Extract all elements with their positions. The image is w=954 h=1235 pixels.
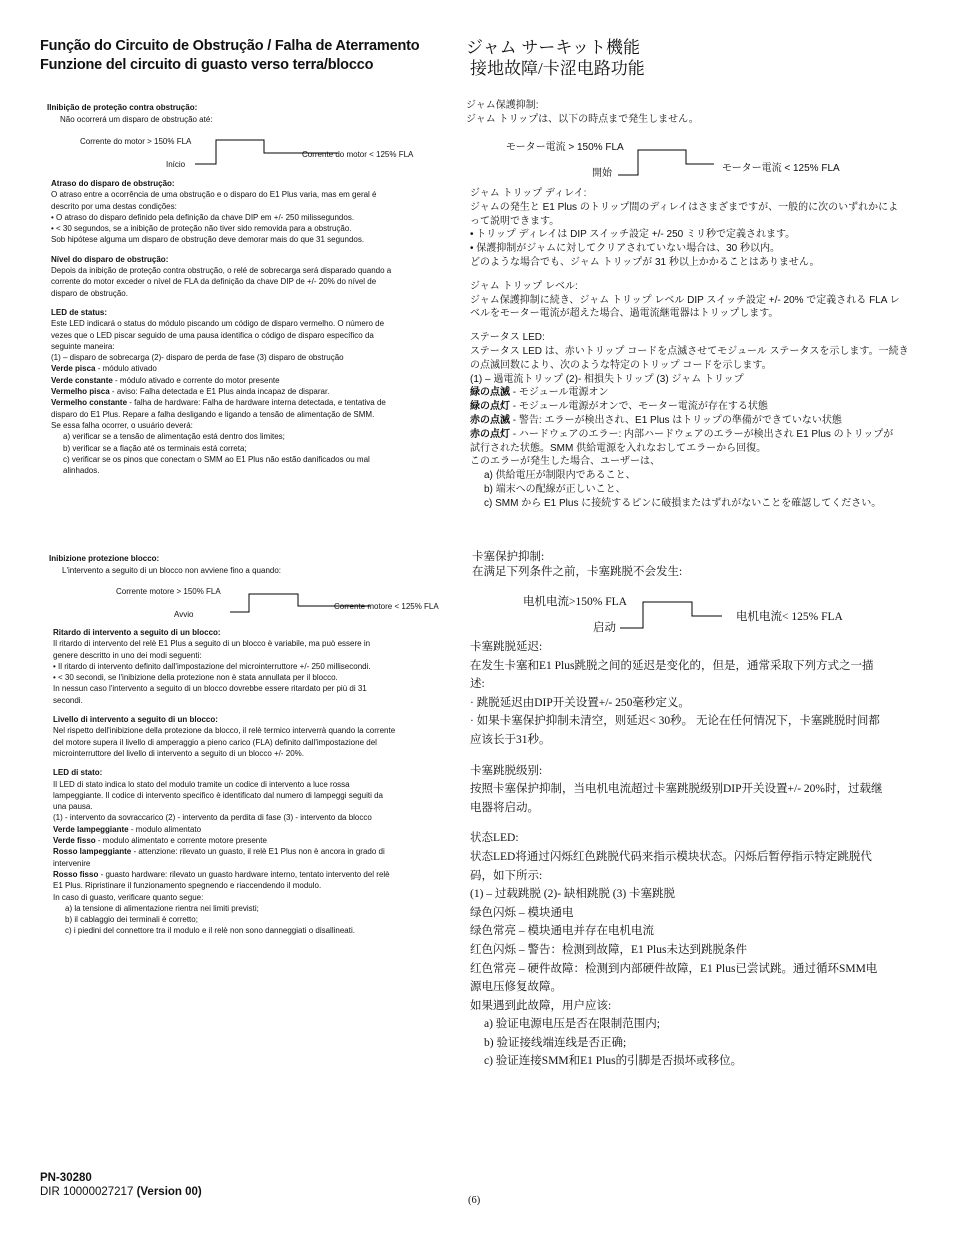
cn-inhib-title: 卡塞保护抑制: [472, 551, 545, 563]
dir-version: DIR 10000027217 (Version 00) [40, 1186, 202, 1198]
it-delay-line: • Il ritardo di intervento definito dall'impostazione del microinterruttore +/- 250 millisecondi. [53, 661, 371, 671]
jp-led-item: 緑の点灯 - モジュール電源がオンで、モーター電流が存在する状態 [470, 401, 768, 413]
pt-check-item: a) verificar se a tensão de alimentação está dentro dos limites; [63, 432, 285, 442]
jp-delay-line: ジャムの発生と E1 Plus のトリップ間のディレイはさまざまですが、一般的に次のいずれかによ [470, 201, 899, 213]
it-current-diagram [40, 580, 470, 625]
cn-led-title: 状态LED: [470, 832, 519, 845]
it-led-item: Rosso fisso - guasto hardware: rilevato un guasto hardware interno, tentato intervento del relè [53, 869, 390, 879]
cn-led-line: 绿色闪烁 – 模块通电 [470, 906, 574, 919]
pt-inhib-title: Ilnibição de proteção contra obstrução: [47, 103, 198, 112]
jp-delay-line: って説明できます。 [470, 215, 560, 227]
pt-led-title: LED de status: [51, 307, 108, 317]
pt-level-line: Depois da inibição de proteção contra obstrução, o relé de sobrecarga será disparado quando a [51, 266, 392, 276]
pt-delay-line: • O atraso do disparo definido pela definição da chave DIP em +/- 250 milissegundos. [51, 212, 355, 222]
it-led-line: E1 Plus. Ripristinare il funzionamento spegnendo e riaccendendo il modulo. [53, 881, 322, 891]
it-check-item: a) la tensione di alimentazione rientra nei limiti previsti; [65, 903, 259, 913]
cn-diagram-label-above: 电机电流>150% FLA [523, 596, 627, 608]
it-diagram-label-above: Corrente motore > 150% FLA [116, 587, 221, 596]
pt-led-item: Vermelho constante - falha de hardware: Falha de hardware interna detectada, e tentativa de [51, 398, 386, 408]
cn-led-line: (1) – 过载跳脱 (2)- 缺相跳脱 (3) 卡塞跳脱 [470, 888, 676, 901]
it-delay-line: In nessun caso l'intervento a seguito di un blocco dovrebbe essere ritardato per più di 31 [53, 684, 367, 694]
cn-delay-block [470, 638, 930, 1071]
pt-led-line: Se essa falha ocorrer, o usuário deverá: [51, 420, 193, 430]
it-led-line: intervenire [53, 858, 91, 868]
jp-led-line: (1) – 過電流トリップ (2)- 相損失トリップ (3) ジャム トリップ [470, 373, 744, 385]
pt-level-line: disparo de obstrução. [51, 288, 128, 298]
it-diagram-label-below: Corrente motore < 125% FLA [334, 602, 439, 611]
it-led-line: Il LED di stato indica lo stato del modulo tramite un codice di intervento a luce rossa [53, 779, 350, 789]
pt-led-line: vezes que o LED piscar seguido de uma pausa identifica o código de disparo específico da [51, 330, 374, 340]
cn-delay-line: 应该长于31秒。 [470, 733, 551, 746]
cn-delay-title: 卡塞跳脱延迟: [470, 641, 543, 653]
jp-led-item: 赤の点滅 - 警告: エラーが検出され、E1 Plus はトリップの準備ができていない状態 [470, 414, 842, 426]
cn-led-line: 码，如下所示: [470, 869, 543, 882]
it-level-title: Livello di intervento a seguito di un blocco: [53, 715, 218, 725]
jp-inhib-text: ジャム トリップは、以下の時点まで発生しません。 [466, 114, 699, 125]
cn-delay-line: 在发生卡塞和E1 Plus跳脱之间的延迟是变化的，但是，通常采取下列方式之一描 [470, 659, 874, 672]
it-led-item: Verde fisso - modulo alimentato e corrente motore presente [53, 836, 267, 846]
jp-title: ジャム サーキット機能 [466, 38, 641, 57]
it-led-line: (1) - intervento da sovraccarico (2) - intervento da perdita di fase (3) - intervento da blocco [53, 813, 372, 823]
pt-delay-title: Atraso do disparo de obstrução: [51, 179, 175, 188]
cn-current-diagram [470, 588, 900, 640]
it-delay-line: genere descritto in uno dei modi seguenti: [53, 650, 202, 660]
jp-check-item: b) 端末への配線が正しいこと、 [484, 483, 626, 495]
it-title: Funzione del circuito di guasto verso terra/blocco [40, 57, 374, 73]
cn-led-line: 红色常亮 – 硬件故障：检测到内部硬件故障，E1 Plus已尝试跳。通过循环SMM电 [470, 962, 878, 975]
cn-led-line: 绿色常亮 – 模块通电并存在电机电流 [470, 925, 654, 938]
jp-level-title: ジャム トリップ レベル: [470, 280, 578, 292]
jp-led-line: このエラーが発生した場合、ユーザーは、 [470, 456, 660, 468]
cn-level-line: 电器将启动。 [470, 801, 539, 814]
cn-check-item: b) 验证接线端连线是否正确; [484, 1036, 627, 1049]
jp-delay-line: どのような場合でも、ジャム トリップが 31 秒以上かかることはありません。 [470, 256, 820, 268]
cn-waveform [470, 588, 900, 640]
pt-check-item: c) verificar se os pinos que conectam o SMM ao E1 Plus não estão danificados ou mal [63, 454, 370, 464]
page-number: (6) [468, 1195, 481, 1206]
jp-diagram-label-above: モーター電流 > 150% FLA [506, 142, 624, 153]
pt-delay-line: O atraso entre a ocorrência de uma obstrução e o disparo do E1 Plus varia, mas em geral é [51, 190, 377, 200]
jp-led-item: 緑の点滅 - モジュール電源オン [470, 387, 609, 399]
cn-delay-line: · 跳脱延迟由DIP开关设置+/- 250毫秒定义。 [470, 696, 690, 709]
pt-led-line: disparo do E1 Plus. Repare a falha desligando e ligando a tensão de alimentação de SMM. [51, 409, 375, 419]
pt-check-item: b) verificar se a fiação até os terminais está correta; [63, 443, 247, 453]
pt-delay-block [51, 178, 461, 476]
pt-title: Função do Circuito de Obstrução / Falha de Aterramento [40, 38, 420, 54]
pt-waveform [40, 130, 460, 175]
pt-led-line: Este LED indicará o status do módulo piscando um código de disparo vermelho. O número de [51, 319, 385, 329]
it-delay-line: • < 30 secondi, se l'inibizione della protezione non è stata annullata per il blocco. [53, 673, 338, 683]
jp-level-line: ジャム保護抑制に続き、ジャム トリップ レベル DIP スイッチ設定 +/- 20% で定義される FLA レ [470, 294, 900, 306]
jp-led-line: 試行された状態。SMM 供給電源を入れなおしてエラーから回復。 [470, 442, 767, 454]
pt-delay-line: descrito por uma destas condições: [51, 201, 177, 211]
jp-delay-title: ジャム トリップ ディレイ: [470, 188, 587, 199]
it-led-item: Rosso lampeggiante - attenzione: rilevato un guasto, il relè E1 Plus non è ancora in grado di [53, 847, 385, 857]
pt-diagram-label-below: Corrente do motor < 125% FLA [302, 150, 414, 159]
it-level-line: del motore supera il livello di amperaggio a pieno carico (FLA) definito dall'impostazione del [53, 737, 377, 747]
cn-delay-line: · 如果卡塞保护抑制未清空，则延迟< 30秒。 无论在任何情况下，卡塞跳脱时间都 [470, 715, 880, 728]
jp-diagram-label-start: 開始 [592, 168, 612, 179]
cn-led-line: 红色闪烁 – 警告：检测到故障，E1 Plus未达到跳脱条件 [470, 943, 747, 956]
cn-check-item: a) 验证电源电压是否在限制范围内; [484, 1018, 661, 1031]
jp-delay-line: • トリップ ディレイは DIP スイッチ設定 +/- 250 ミリ秒で定義されます。 [470, 229, 796, 241]
it-led-line: una pausa. [53, 802, 93, 812]
it-check-item: b) il cablaggio dei terminali è corretto; [65, 915, 198, 925]
pt-delay-line: Sob hipótese alguma um disparo de obstrução deve demorar mais do que 31 segundos. [51, 235, 365, 245]
it-check-item: c) i piedini del connettore tra il modulo e il relè non sono danneggiati o disallineati. [65, 926, 355, 936]
pt-inhib-text: Não ocorrerá um disparo de obstrução até: [60, 115, 213, 124]
it-inhib-text: L'intervento a seguito di un blocco non avviene fino a quando: [62, 566, 282, 575]
cn-delay-line: 述: [470, 678, 485, 691]
pt-led-line: (1) – disparo de sobrecarga (2)- disparo de perda de fase (3) disparo de obstrução [51, 353, 344, 363]
cn-inhib-text: 在满足下列条件之前，卡塞跳脱不会发生: [472, 566, 683, 578]
jp-led-item: 赤の点灯 - ハードウェアのエラー: 内部ハードウェアのエラーが検出され E1 Plus のトリップが [470, 428, 894, 440]
cn-diagram-label-below: 电机电流< 125% FLA [736, 611, 843, 623]
jp-waveform [466, 135, 886, 183]
pt-delay-line: • < 30 segundos, se a inibição de proteção não tiver sido removida para a obstrução. [51, 224, 352, 234]
part-number: PN-30280 [40, 1172, 92, 1184]
jp-delay-block [470, 187, 920, 511]
it-delay-block [53, 627, 463, 937]
jp-diagram-label-below: モーター電流 < 125% FLA [722, 163, 840, 174]
pt-led-item: Verde pisca - módulo ativado [51, 364, 157, 374]
jp-delay-line: • 保護抑制がジャムに対してクリアされていない場合は、30 秒以内。 [470, 243, 780, 255]
pt-level-line: corrente do motor exceder o nível de FLA da definição da chave DIP de +/- 20% do nível de [51, 277, 377, 287]
cn-led-line: 源电压修复故障。 [470, 981, 562, 994]
it-delay-title: Ritardo di intervento a seguito di un blocco: [53, 628, 221, 637]
it-waveform [40, 580, 470, 625]
it-inhib-title: Inibizione protezione blocco: [49, 554, 160, 563]
pt-check-item: alinhados. [63, 466, 100, 476]
cn-led-line: 如果遇到此故障，用户应该: [470, 999, 612, 1012]
jp-check-item: a) 供給電圧が制限内であること、 [484, 470, 636, 482]
pt-led-line: seguinte maneira: [51, 341, 115, 351]
cn-check-item: c) 验证连接SMM和E1 Plus的引脚是否损坏或移位。 [484, 1055, 743, 1068]
cn-diagram-label-start: 启动 [593, 622, 616, 634]
it-led-line: lampeggiante. Il codice di intervento specifico è identificato dal numero di lampeggi seguiti da [53, 790, 383, 800]
jp-led-line: の点滅回数により、次のような特定のトリップ コードを示します。 [470, 359, 772, 371]
cn-level-line: 按照卡塞保护抑制，当电机电流超过卡塞跳脱级别DIP开关设置+/- 20%时，过载继 [470, 783, 883, 796]
pt-diagram-label-start: Início [166, 160, 186, 169]
it-led-title: LED di stato: [53, 768, 103, 778]
cn-led-line: 状态LED将通过闪烁红色跳脱代码来指示模块状态。闪烁后暂停指示特定跳脱代 [470, 850, 872, 863]
pt-led-item: Vermelho pisca - aviso: Falha detectada e E1 Plus ainda incapaz de disparar. [51, 387, 330, 397]
it-delay-line: secondi. [53, 695, 83, 705]
pt-current-diagram [40, 130, 460, 175]
cn-level-title: 卡塞跳脱级别: [470, 764, 543, 777]
it-level-line: Nel rispetto dell'inibizione della protezione da blocco, il relè termico interverrà quando la corrente [53, 726, 396, 736]
it-level-line: microinterruttore del livello di intervento a seguito di un blocco +/- 20%. [53, 748, 305, 758]
cn-title: 接地故障/卡涩电路功能 [470, 59, 645, 78]
pt-level-title: Nível do disparo de obstrução: [51, 254, 169, 264]
pt-diagram-label-above: Corrente do motor > 150% FLA [80, 137, 192, 146]
it-led-line: In caso di guasto, verificare quanto segue: [53, 892, 204, 902]
it-diagram-label-start: Avvio [174, 610, 194, 619]
it-led-item: Verde lampeggiante - modulo alimentato [53, 824, 202, 834]
jp-level-line: ベルをモーター電流が超えた場合、過電流継電器はトリップします。 [470, 308, 779, 320]
jp-led-title: ステータス LED: [470, 332, 545, 344]
jp-inhib-title: ジャム保護抑制: [466, 100, 539, 111]
pt-led-item: Verde constante - módulo ativado e corrente do motor presente [51, 375, 280, 385]
it-delay-line: Il ritardo di intervento del relè E1 Plus a seguito di un blocco è variabile, ma può essere in [53, 639, 371, 649]
jp-led-line: ステータス LED は、赤いトリップ コードを点滅させてモジュール ステータスを示します。一続き [470, 345, 909, 357]
jp-current-diagram [466, 135, 886, 183]
jp-check-item: c) SMM から E1 Plus に接続するピンに破損またはずれがないことを確認してください。 [484, 497, 882, 509]
